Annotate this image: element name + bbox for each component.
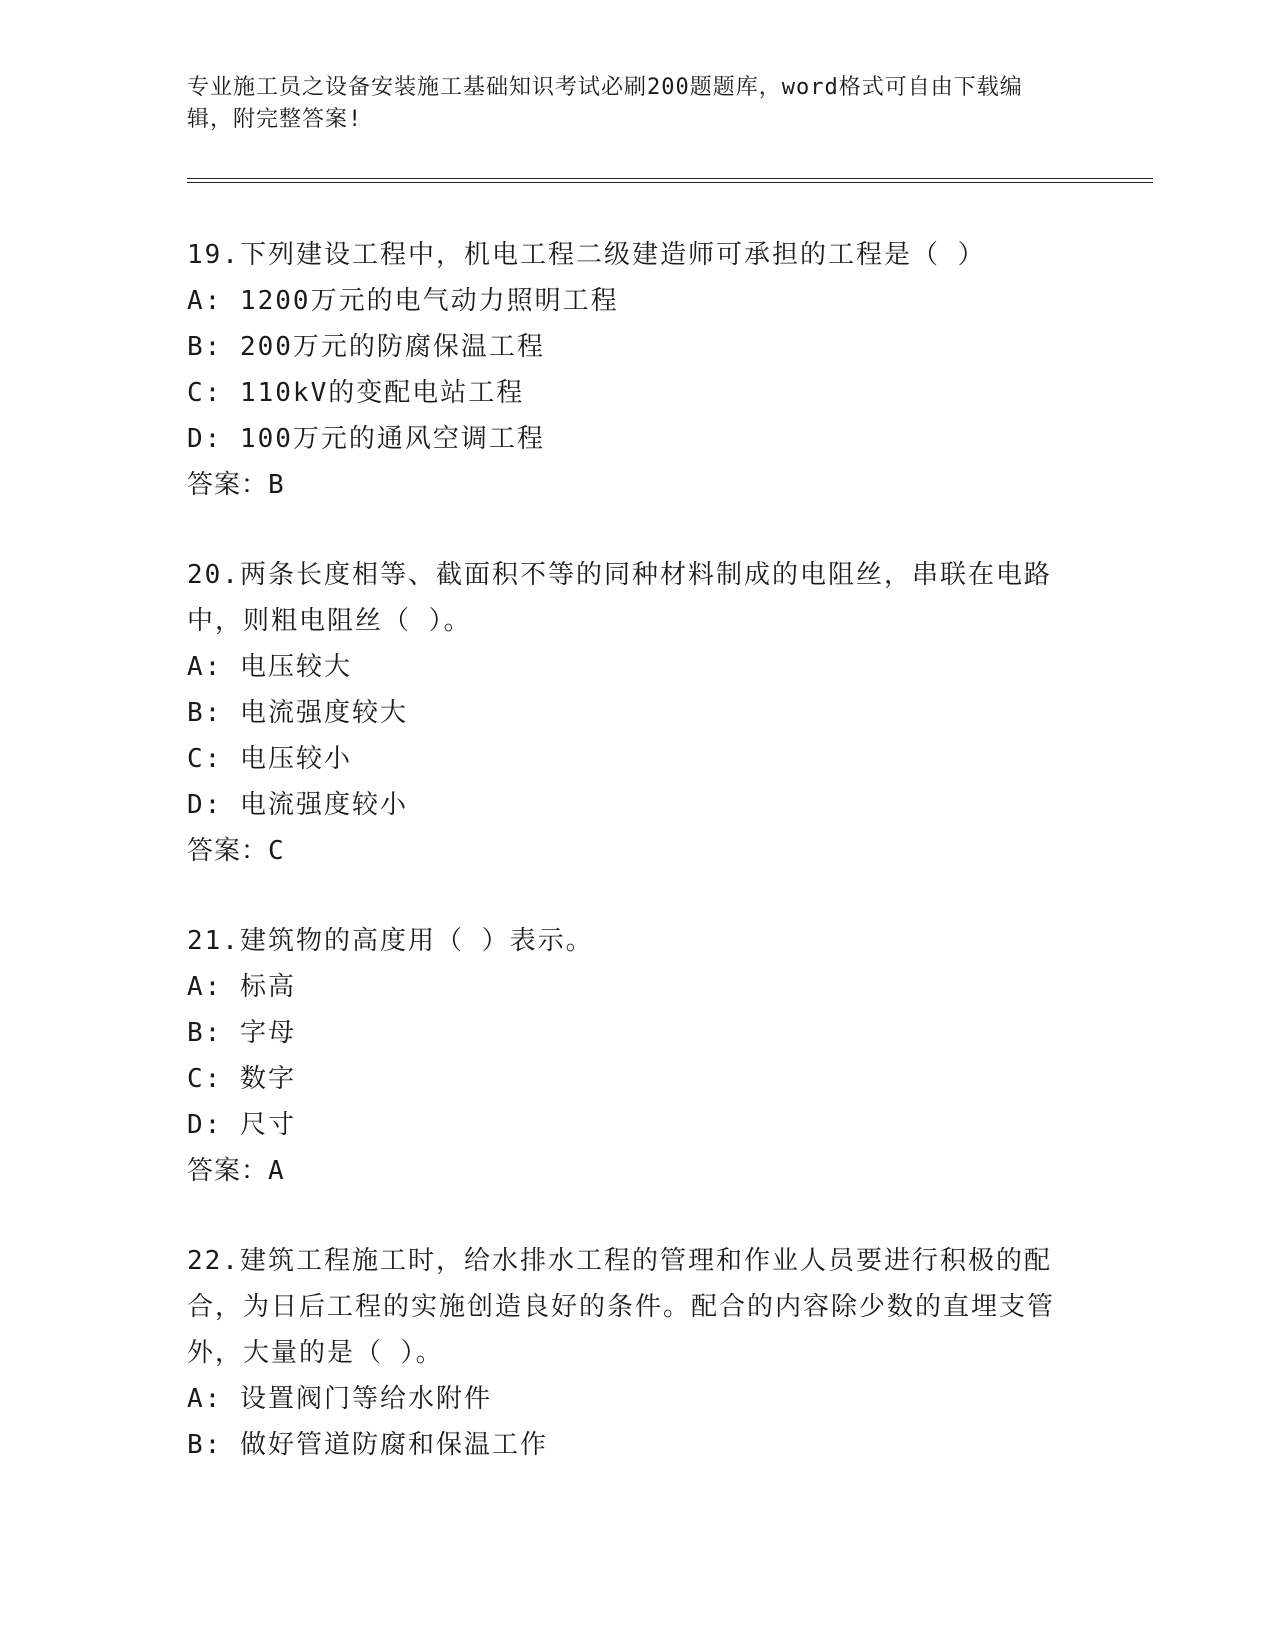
answer-label: 答案：: [187, 470, 269, 500]
question-text: 19.下列建设工程中，机电工程二级建造师可承担的工程是（ ）: [187, 240, 986, 270]
option-c: C: 数字: [187, 1064, 296, 1094]
option-b: B: 200万元的防腐保温工程: [187, 332, 545, 362]
question-text: 20.两条长度相等、截面积不等的同种材料制成的电阻丝，串联在电路中，则粗电阻丝（ ）。: [187, 560, 1052, 636]
answer-line: [187, 462, 1087, 508]
option-b: B: 字母: [187, 1018, 296, 1048]
answer-value: B: [268, 470, 285, 500]
question-text: 22.建筑工程施工时，给水排水工程的管理和作业人员要进行积极的配合，为日后工程的实施创造良好的条件。配合的内容除少数的直埋支管外，大量的是（ ）。: [187, 1246, 1056, 1368]
header-divider-top: [187, 178, 1153, 179]
answer-line: [187, 1148, 1087, 1194]
option-a: A: 设置阀门等给水附件: [187, 1384, 492, 1414]
option-a: A: 电压较大: [187, 652, 352, 682]
answer-line: [187, 828, 1087, 874]
answer-value: C: [268, 836, 285, 866]
question-21: [187, 918, 1087, 1194]
question-list: [187, 232, 1087, 1512]
option-c: C: 110kV的变配电站工程: [187, 378, 525, 408]
question-22: [187, 1238, 1087, 1468]
answer-label: 答案：: [187, 836, 269, 866]
header-divider-bottom: [187, 182, 1153, 183]
question-19: [187, 232, 1087, 508]
option-b: B: 电流强度较大: [187, 698, 408, 728]
header-title: 专业施工员之设备安装施工基础知识考试必刷200题题库，word格式可自由下载编辑，附完整答案!: [187, 75, 1023, 132]
question-text: 21.建筑物的高度用（ ）表示。: [187, 926, 594, 956]
option-a: A: 标高: [187, 972, 296, 1002]
question-20: [187, 552, 1087, 874]
answer-label: 答案：: [187, 1156, 269, 1186]
option-b: B: 做好管道防腐和保温工作: [187, 1430, 548, 1460]
option-d: D: 尺寸: [187, 1110, 296, 1140]
option-d: D: 100万元的通风空调工程: [187, 424, 545, 454]
document-header: [187, 72, 1067, 136]
option-a: A: 1200万元的电气动力照明工程: [187, 286, 619, 316]
option-c: C: 电压较小: [187, 744, 352, 774]
option-d: D: 电流强度较小: [187, 790, 408, 820]
answer-value: A: [268, 1156, 285, 1186]
